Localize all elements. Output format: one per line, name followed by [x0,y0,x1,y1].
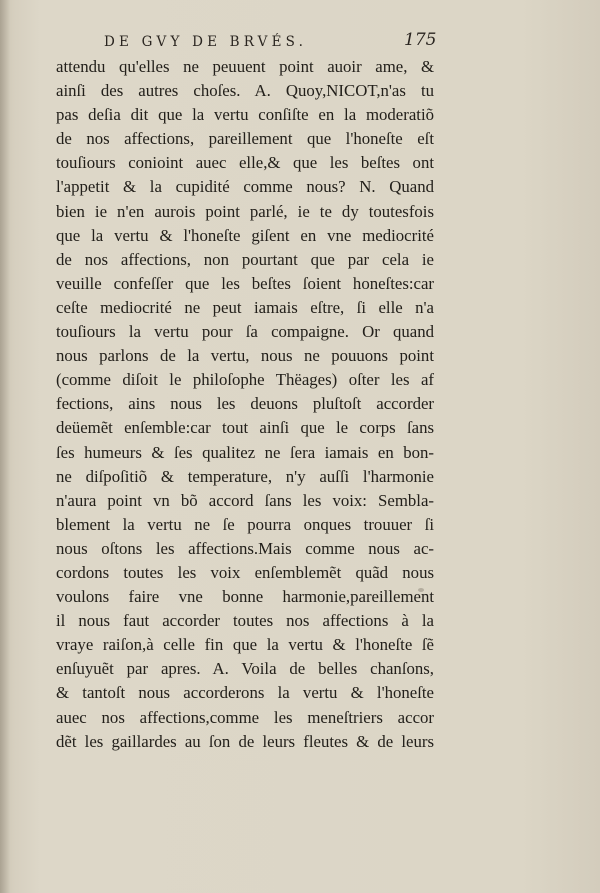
text-line: ceſte mediocrité ne peut iamais eſtre, ſi elle n'a [56,297,434,317]
text-line: l'appetit & la cupidité comme nous? N. Quand [56,177,434,197]
text-line: veuille confeſſer que les beſtes ſoient honeſtes:car [56,273,434,293]
text-line: nous oſtons les affections.Mais comme nous ac- [56,538,434,558]
text-line: bien ie n'en aurois point parlé, ie te dy toutesfois [56,201,434,221]
text-line: n'aura point vn bõ accord ſans les voix: Sembla- [56,490,434,510]
text-line: de nos affections, non pourtant que par cela ie [56,249,434,269]
text-line: auec nos affections,comme les meneſtriers accor [56,707,434,727]
text-line: cordons toutes les voix enſemblemẽt quãd nous [56,562,434,582]
text-line: pas deſia dit que la vertu conſiſte en la moderatiõ [56,105,434,125]
text-line: touſiours la vertu pour ſa compaigne. Or quand [56,322,434,342]
gutter-shadow [0,0,10,893]
text-line: attendu qu'elles ne peuuent point auoir ame, & [56,57,434,76]
text-line: ainſi des autres choſes. A. Quoy,NICOT,n'as tu [56,81,434,101]
text-line: il nous faut accorder toutes nos affections à la [56,611,434,631]
running-head: DE GVY DE BRVÉS. [104,34,308,50]
text-line: fections, ains nous les deuons pluſtoſt accorder [56,394,434,414]
text-line: (comme diſoit le philoſophe Thëages) oſter les af [56,370,434,390]
text-line: ſes humeurs & ſes qualitez ne ſera iamais en bon- [56,442,434,462]
text-line: voulons faire vne bonne harmonie,pareillement [56,587,434,607]
text-line: nous parlons de la vertu, nous ne pouuons point [56,346,434,366]
text-line: vraye raiſon,à celle fin que la vertu & l'honeſte ſẽ [56,635,434,655]
text-line: blement la vertu ne ſe pourra onques trouuer ſi [56,514,434,534]
body-text [56,55,434,754]
text-line: & tantoſt nous accorderons la vertu & l'honeſte [56,683,434,703]
page-number: 175 [404,30,437,50]
text-line: deüemẽt enſemble:car tout ainſi que le corps ſans [56,418,434,438]
text-line: ne diſpoſitiõ & temperature, n'y auſſi l'harmonie [56,466,434,486]
ink-smudge [418,588,424,592]
text-line: touſiours conioint auec elle,& que les beſtes ont [56,153,434,173]
text-line: que la vertu & l'honeſte giſent en vne mediocrité [56,225,434,245]
text-line: de nos affections, pareillement que l'honeſte eſt [56,129,434,149]
text-line: dẽt les gaillardes au ſon de leurs fleutes & de leurs [56,731,434,751]
text-line: enſuyuẽt par apres. A. Voila de belles chanſons, [56,659,434,679]
